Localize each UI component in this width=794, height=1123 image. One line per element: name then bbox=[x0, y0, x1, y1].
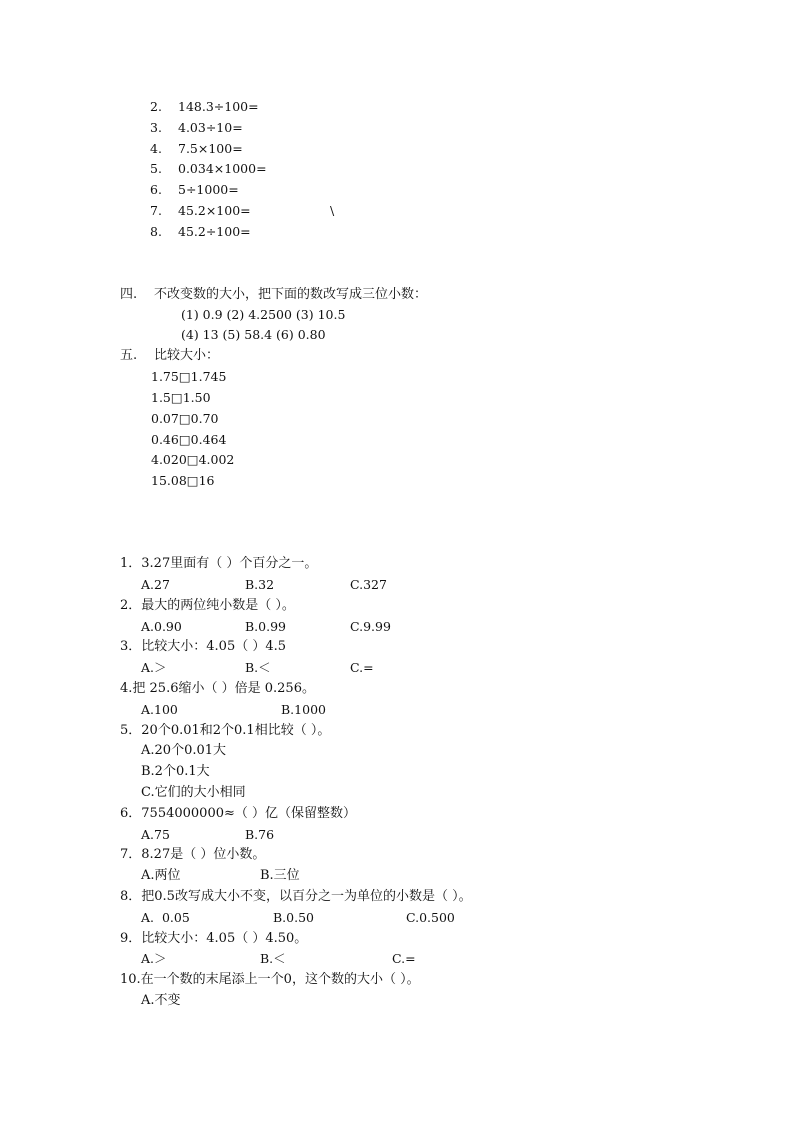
choice-option: C.327 bbox=[350, 577, 387, 592]
calc-item: 2. 148.3÷100= bbox=[150, 99, 259, 114]
compare-item: 0.46□0.464 bbox=[151, 432, 227, 447]
choice-option: B.76 bbox=[245, 827, 275, 842]
choice-option: A.0.90 bbox=[141, 619, 182, 634]
calc-item: 6. 5÷1000= bbox=[150, 182, 239, 197]
choice-question: 2．最大的两位纯小数是（ ）。 bbox=[120, 598, 295, 613]
choice-question: 8．把0.5改写成大小不变，以百分之一为单位的小数是（ ）。 bbox=[120, 889, 472, 904]
choice-option: A.两位 bbox=[141, 868, 181, 883]
compare-item: 1.5□1.50 bbox=[151, 390, 211, 405]
choice-option: A. 0.05 bbox=[141, 910, 190, 925]
choice-option: C.它们的大小相同 bbox=[141, 785, 246, 800]
choice-question: 1．3.27里面有（ ）个百分之一。 bbox=[120, 556, 318, 571]
calc-item: 7. 45.2×100= bbox=[150, 203, 251, 218]
choice-question: 9．比较大小：4.05（ ）4.50。 bbox=[120, 931, 308, 946]
choice-question: 5．20个0.01和2个0.1相比较（ ）。 bbox=[120, 723, 331, 738]
choice-option: B.0.99 bbox=[245, 619, 286, 634]
part4-line-2: (4) 13 (5) 58.4 (6) 0.80 bbox=[181, 327, 326, 342]
choice-option: C.= bbox=[392, 951, 416, 966]
compare-item: 0.07□0.70 bbox=[151, 411, 219, 426]
choice-question: 6．7554000000≈（ ）亿（保留整数） bbox=[120, 806, 357, 821]
calc-item: 4. 7.5×100= bbox=[150, 141, 243, 156]
compare-item: 15.08□16 bbox=[151, 473, 215, 488]
choice-question: 10.在一个数的末尾添上一个0，这个数的大小（ ）。 bbox=[120, 972, 420, 987]
choice-option: C.9.99 bbox=[350, 619, 391, 634]
calc-item: 8. 45.2÷100= bbox=[150, 224, 251, 239]
choice-option: B.32 bbox=[245, 577, 275, 592]
stray-mark: \ bbox=[330, 203, 335, 218]
choice-option: A.75 bbox=[141, 827, 170, 842]
choice-option: A.不变 bbox=[141, 993, 181, 1008]
part4-line-1: (1) 0.9 (2) 4.2500 (3) 10.5 bbox=[181, 307, 346, 322]
choice-question: 7．8.27是（ ）位小数。 bbox=[120, 847, 266, 862]
choice-option: B.0.50 bbox=[273, 910, 314, 925]
compare-item: 4.020□4.002 bbox=[151, 452, 235, 467]
choice-option: B.＜ bbox=[245, 660, 271, 675]
choice-option: B.＜ bbox=[260, 951, 286, 966]
choice-option: C.= bbox=[350, 660, 374, 675]
choice-option: C.0.500 bbox=[406, 910, 455, 925]
choice-option: A.20个0.01大 bbox=[141, 743, 227, 758]
compare-item: 1.75□1.745 bbox=[151, 369, 227, 384]
choice-question: 3．比较大小：4.05（ ）4.5 bbox=[120, 639, 287, 654]
choice-option: A.＞ bbox=[141, 660, 167, 675]
choice-option: A.＞ bbox=[141, 951, 167, 966]
section-heading-5: 五. 比较大小： bbox=[120, 348, 220, 363]
choice-option: A.27 bbox=[141, 577, 170, 592]
choice-option: A.100 bbox=[141, 702, 178, 717]
calc-item: 3. 4.03÷10= bbox=[150, 120, 243, 135]
section-heading-4: 四. 不改变数的大小，把下面的数改写成三位小数： bbox=[120, 287, 428, 302]
choice-option: B.1000 bbox=[281, 702, 326, 717]
calc-item: 5. 0.034×1000= bbox=[150, 161, 267, 176]
choice-option: B.2个0.1大 bbox=[141, 764, 210, 779]
choice-option: B.三位 bbox=[260, 868, 300, 883]
choice-question: 4.把 25.6缩小（ ）倍是 0.256。 bbox=[120, 681, 315, 696]
